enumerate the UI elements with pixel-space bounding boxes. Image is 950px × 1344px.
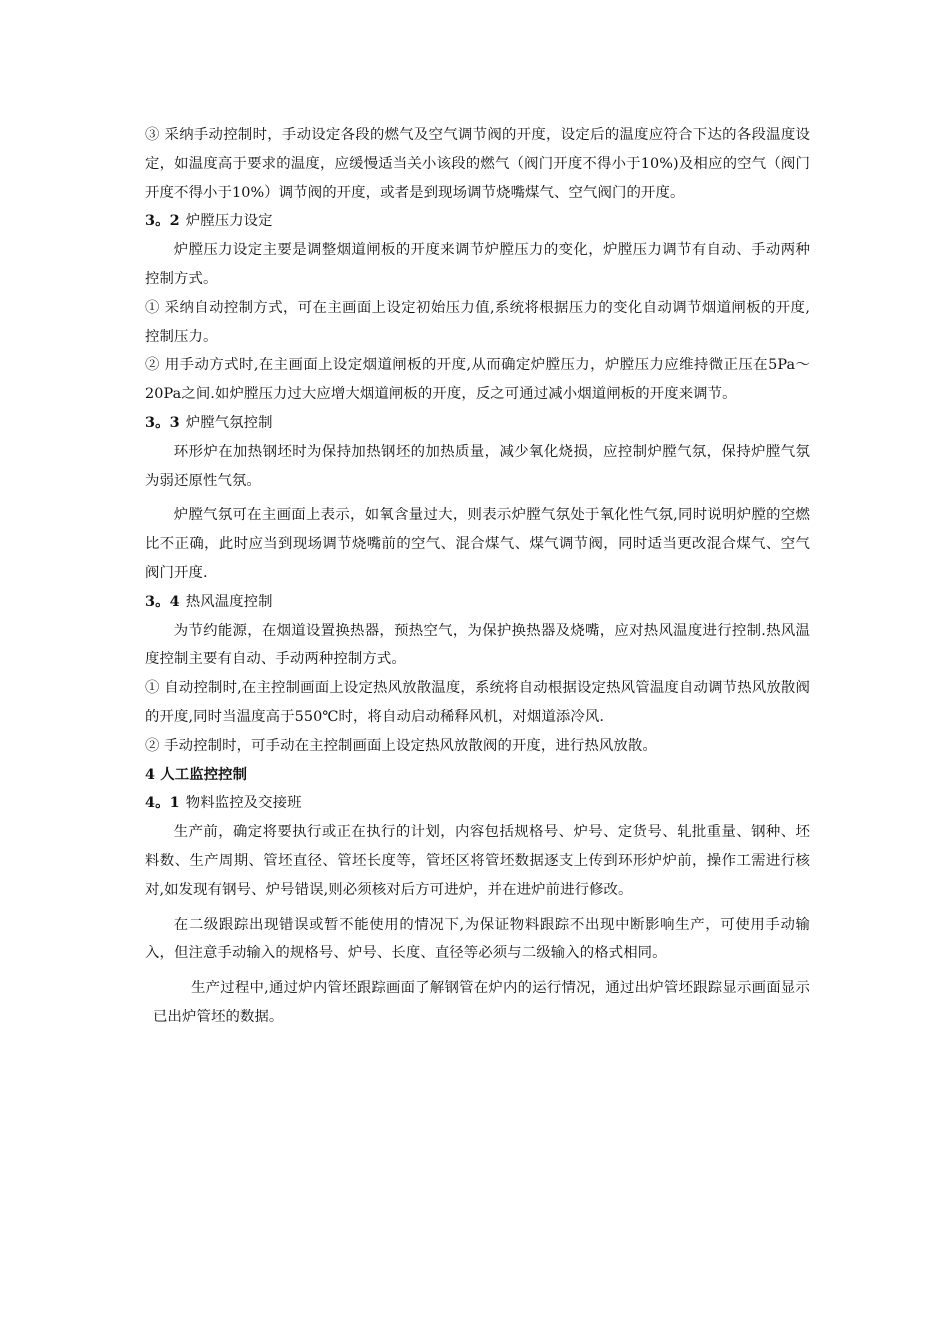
section-number: 3。2 xyxy=(145,212,180,230)
section-number: 3。4 xyxy=(145,592,180,610)
section-title: 物料监控及交接班 xyxy=(185,795,302,812)
section-heading-3-4 xyxy=(145,588,810,617)
paragraph-production-plan: 生产前，确定将要执行或正在执行的计划，内容包括规格号、炉号、定货号、轧批重量、钢种、坯料数、生产周期、管坯直径、管坯长度等，管坯区将管坯数据逐支上传到环形炉炉前，操作工需进行核对,如发现有钢号、炉号错误,则必须核对后方可进炉，并在进炉前进行修改。 xyxy=(145,824,810,898)
chapter-heading-4: 4 人工监控控制 xyxy=(145,765,248,783)
paragraph-furnace-pressure-intro: 炉膛压力设定主要是调整烟道闸板的开度来调节炉膛压力的变化，炉膛压力调节有自动、手动两种控制方式。 xyxy=(145,242,810,287)
section-title: 炉膛压力设定 xyxy=(185,213,273,230)
paragraph-tracking-display: 生产过程中,通过炉内管坯跟踪画面了解钢管在炉内的运行情况，通过出炉管坯跟踪显示画面显示已出炉管坯的数据。 xyxy=(153,980,810,1025)
paragraph-hot-air-manual: ② 手动控制时，可手动在主控制画面上设定热风放散阀的开度，进行热风放散。 xyxy=(145,737,657,754)
section-heading-4-1 xyxy=(145,789,810,818)
section-heading-3-2 xyxy=(145,207,810,236)
paragraph-manual-control-burner: ③ 采纳手动控制时，手动设定各段的燃气及空气调节阀的开度，设定后的温度应符合下达的各段温度设定，如温度高于要求的温度，应缓慢适当关小该段的燃气（阀门开度不得小于10%)及相应的空气（阀门开度不得小于10%）调节阀的开度，或者是到现场调节烧嘴煤气、空气阀门的开度。 xyxy=(145,127,810,201)
paragraph-pressure-auto: ① 采纳自动控制方式，可在主画面上设定初始压力值,系统将根据压力的变化自动调节烟道闸板的开度,控制压力。 xyxy=(145,299,810,345)
paragraph-manual-input: 在二级跟踪出现错误或暂不能使用的情况下,为保证物料跟踪不出现中断影响生产，可使用手动输入，但注意手动输入的规格号、炉号、长度、直径等必须与二级输入的格式相同。 xyxy=(145,916,810,962)
section-number: 4。1 xyxy=(145,794,180,812)
section-title: 炉膛气氛控制 xyxy=(185,414,273,431)
paragraph-atmosphere-display: 炉膛气氛可在主画面上表示，如氧含量过大，则表示炉膛气氛处于氧化性气氛,同时说明炉膛的空燃比不正确，此时应当到现场调节烧嘴前的空气、混合煤气、煤气调节阀，同时适当更改混合煤气、空气阀门开度. xyxy=(145,507,810,581)
section-number: 3。3 xyxy=(145,413,180,431)
paragraph-pressure-manual: ② 用手动方式时,在主画面上设定烟道闸板的开度,从而确定炉膛压力，炉膛压力应维持微正压在5Pa～20Pa之间.如炉膛压力过大应增大烟道闸板的开度，反之可通过减小烟道闸板的开度来调节。 xyxy=(145,357,810,403)
document-body xyxy=(145,121,810,1032)
section-heading-3-3 xyxy=(145,409,810,438)
paragraph-atmosphere-intro: 环形炉在加热钢坯时为保持加热钢坯的加热质量，减少氧化烧损，应控制炉膛气氛，保持炉膛气氛为弱还原性气氛。 xyxy=(145,443,810,489)
section-title: 热风温度控制 xyxy=(185,593,273,610)
paragraph-hot-air-auto: ① 自动控制时,在主控制画面上设定热风放散温度，系统将自动根据设定热风管温度自动调节热风放散阀的开度,同时当温度高于550℃时，将自动启动稀释风机，对烟道添冷风. xyxy=(145,680,810,725)
paragraph-hot-air-intro: 为节约能源，在烟道设置换热器，预热空气，为保护换热器及烧嘴，应对热风温度进行控制.热风温度控制主要有自动、手动两种控制方式。 xyxy=(145,622,810,668)
